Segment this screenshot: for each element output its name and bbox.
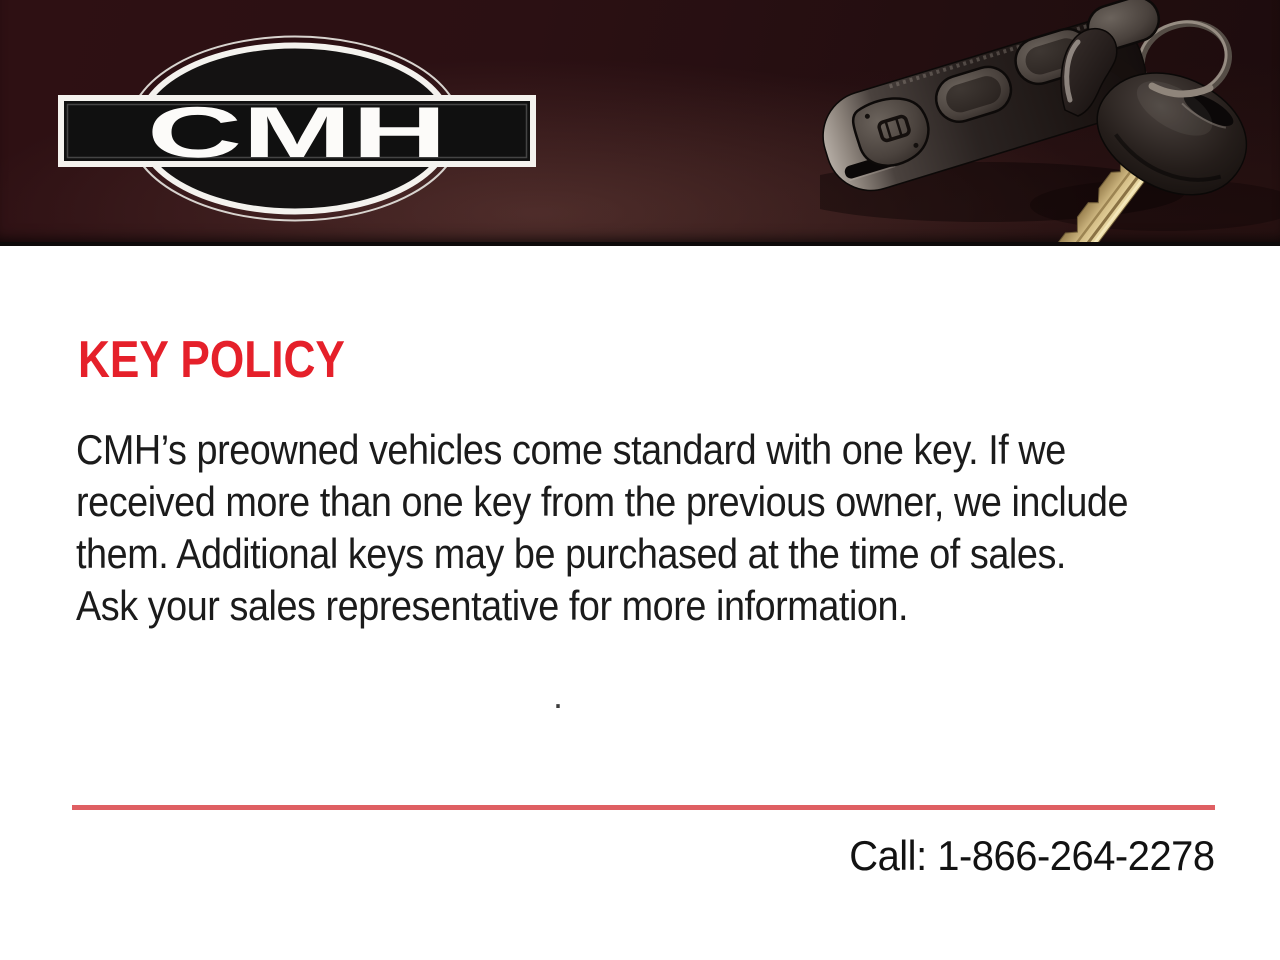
stray-dot: . (553, 675, 564, 716)
paragraph-line: Ask your sales representative for more information. (76, 582, 909, 629)
call-phone-text: Call: 1-866-264-2278 (849, 832, 1215, 879)
logo-text: CMH (147, 93, 447, 173)
paragraph-line: received more than one key from the previous owner, we include (76, 478, 1129, 525)
hero-banner (0, 0, 1280, 246)
key-policy-heading: KEY POLICY (78, 331, 345, 389)
policy-paragraph (76, 424, 1245, 632)
red-divider (72, 805, 1215, 810)
cmh-logo (0, 0, 560, 242)
paragraph-line: CMH’s preowned vehicles come standard with one key. If we (76, 426, 1066, 473)
car-keys-photo (820, 0, 1280, 242)
paragraph-line: them. Additional keys may be purchased at the time of sales. (76, 530, 1066, 577)
